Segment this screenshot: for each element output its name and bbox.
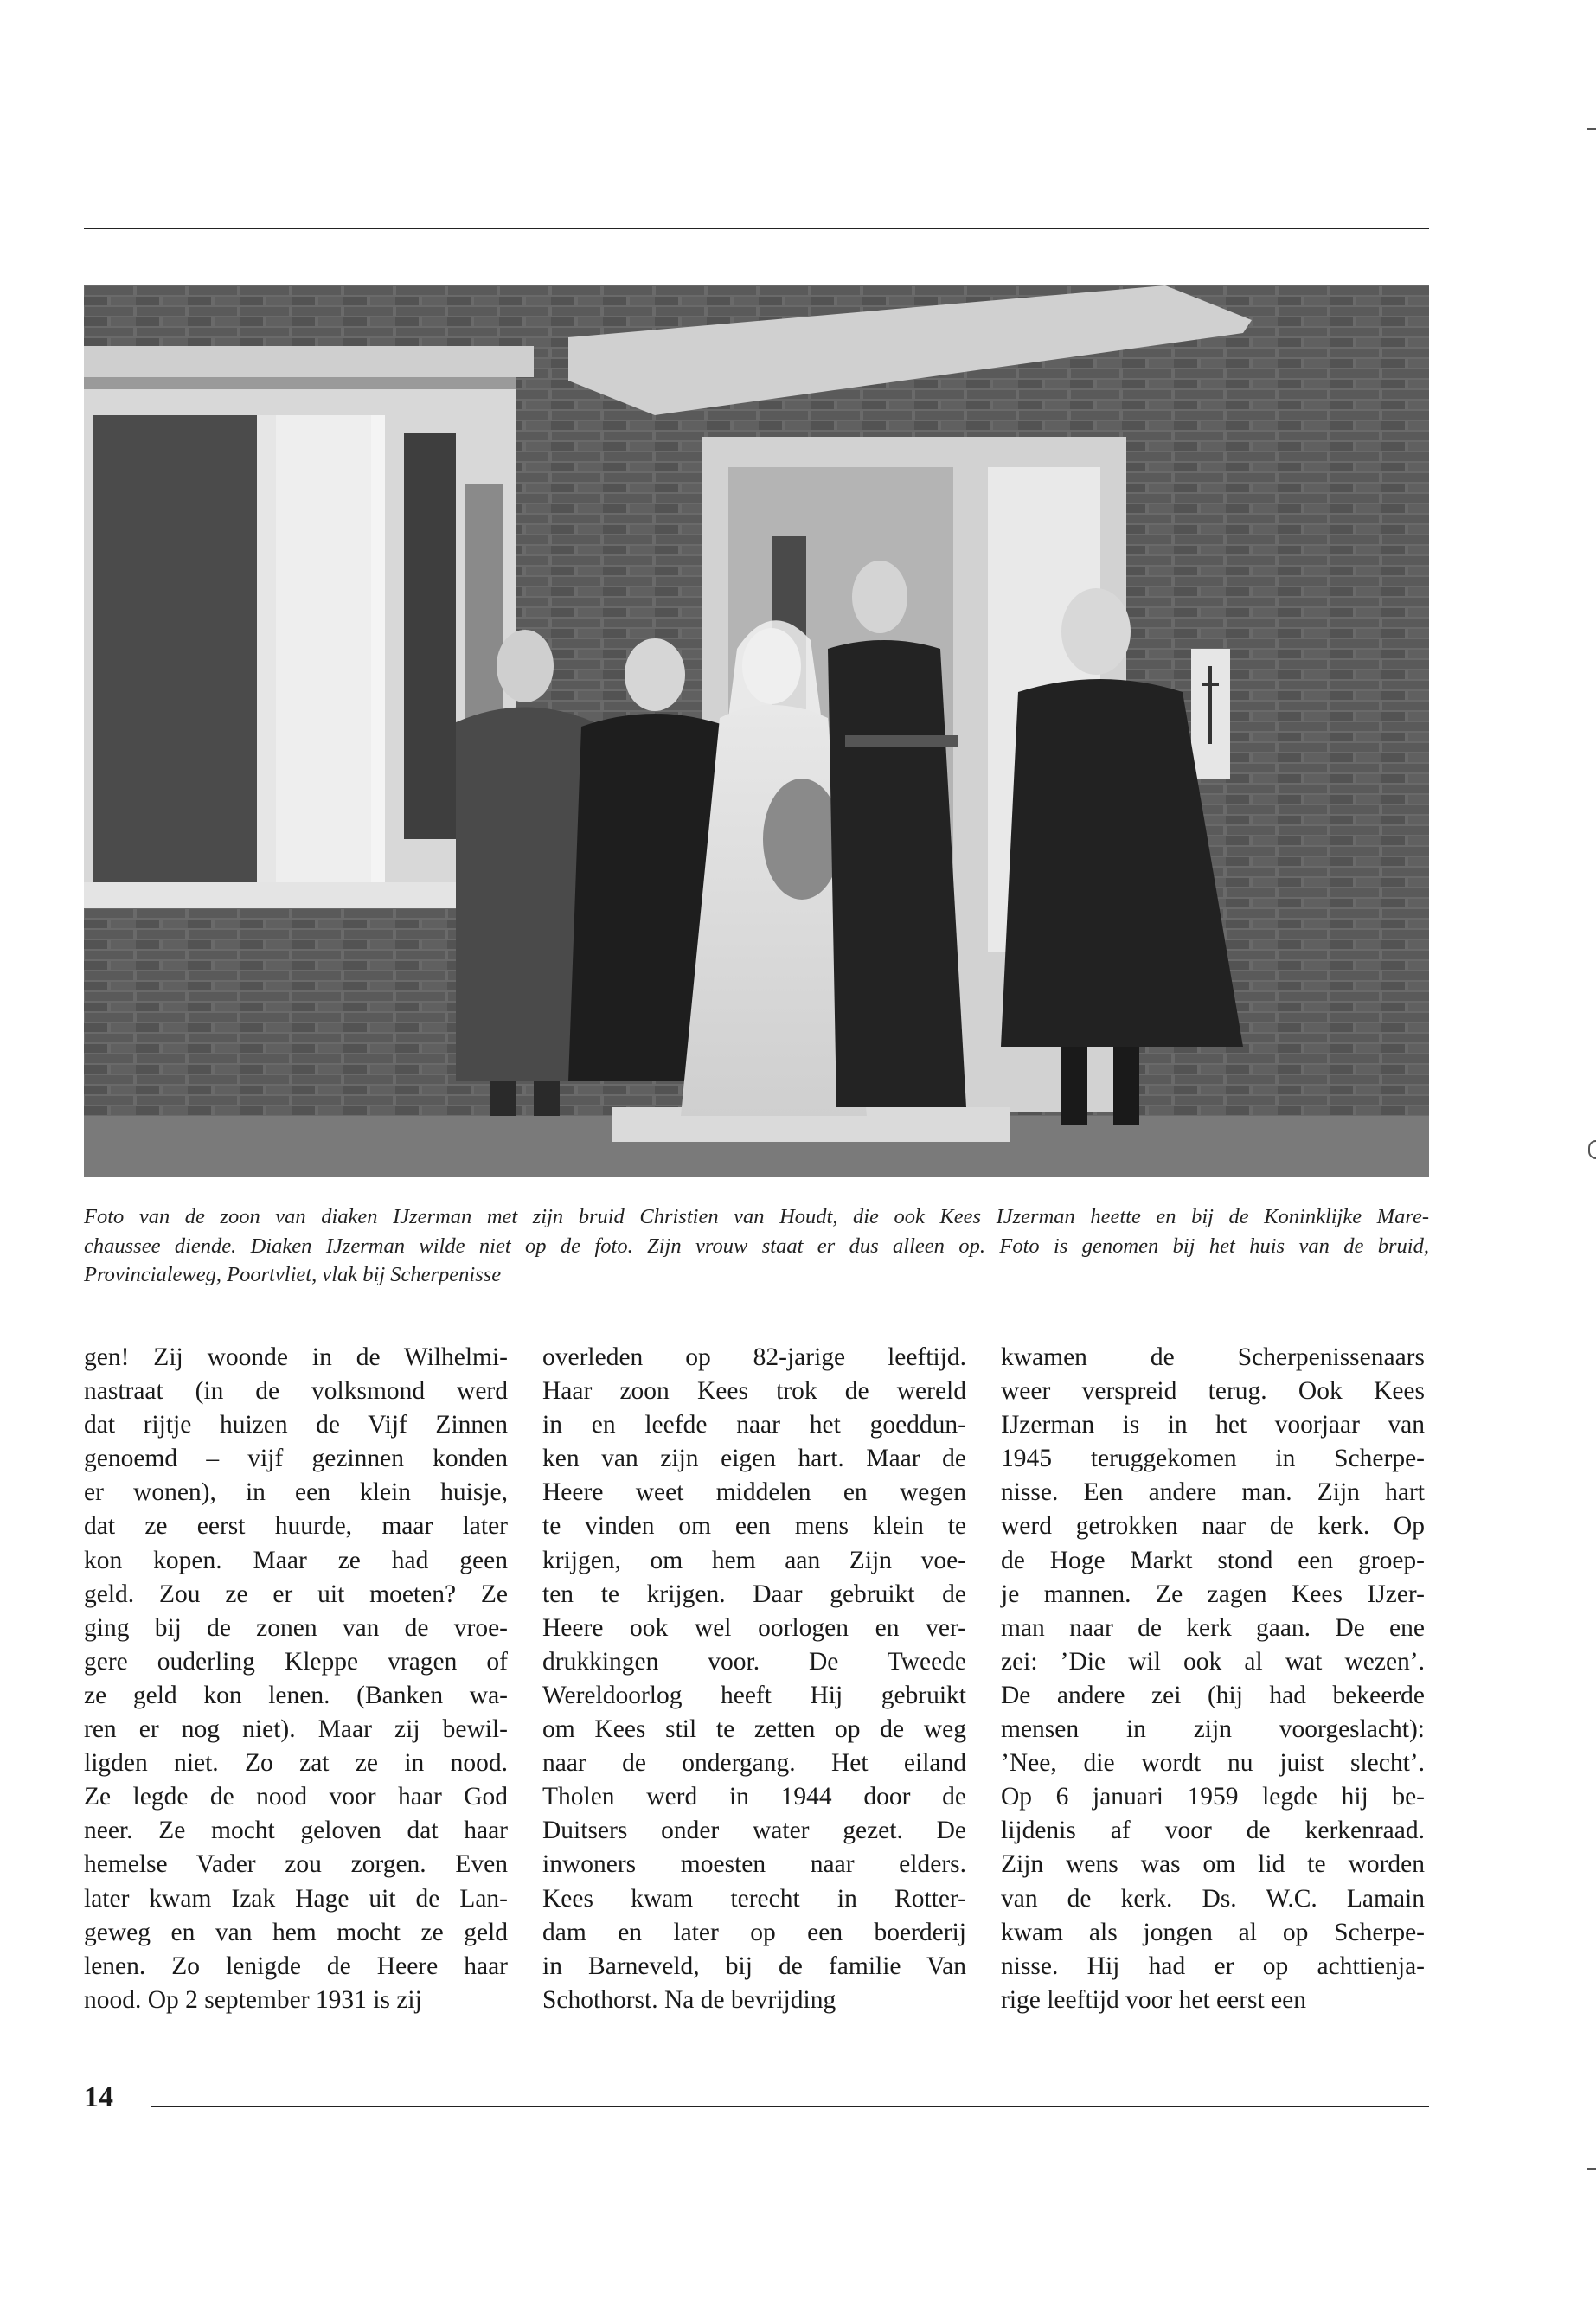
text-line: lijdenis af voor de kerkenraad. xyxy=(1001,1817,1425,1845)
text-line: Heere ook wel oorlogen en ver- xyxy=(542,1613,966,1642)
text-line: Schothorst. Na de bevrijding xyxy=(542,1985,836,2014)
caption-line: chaussee diende. Diaken IJzerman wilde niet op de foto. Zijn vrouw staat er dus alleen op. Foto is genomen bij het huis van de bruid, xyxy=(84,1234,1429,1258)
text-line: in en leefde naar het goeddun- xyxy=(542,1411,966,1439)
text-line: IJzerman is in het voorjaar van xyxy=(1001,1411,1425,1439)
text-line: kon kopen. Maar ze had geen xyxy=(84,1546,508,1574)
text-line: dam en later op een boerderij xyxy=(542,1918,966,1946)
text-line: werd getrokken naar de kerk. Op xyxy=(1001,1512,1425,1541)
text-line: ken van zijn eigen hart. Maar de xyxy=(542,1445,966,1473)
text-line: Haar zoon Kees trok de wereld xyxy=(542,1377,966,1406)
window-canopy xyxy=(84,346,534,377)
text-line: gere ouderling Kleppe vragen of xyxy=(84,1647,508,1676)
text-line: 1945 teruggekomen in Scherpe- xyxy=(1001,1445,1425,1473)
text-line: Op 6 januari 1959 legde hij be- xyxy=(1001,1783,1425,1811)
text-line: dat rijtje huizen de Vijf Zinnen xyxy=(84,1411,508,1439)
text-line: er wonen), in een klein huisje, xyxy=(84,1478,508,1507)
text-line: van de kerk. Ds. W.C. Lamain xyxy=(1001,1884,1425,1913)
text-line: Duitsers onder water gezet. De xyxy=(542,1817,966,1845)
bottom-rule xyxy=(151,2106,1429,2107)
text-line: je mannen. Ze zagen Kees IJzer- xyxy=(1001,1580,1425,1608)
text-line: drukkingen voor. De Tweede xyxy=(542,1647,966,1676)
text-line: man naar de kerk gaan. De ene xyxy=(1001,1613,1425,1642)
text-line: ’Nee, die wordt nu juist slecht’. xyxy=(1001,1749,1425,1778)
text-line: Ze legde de nood voor haar God xyxy=(84,1783,508,1811)
text-line: naar de ondergang. Het eiland xyxy=(542,1749,966,1778)
crop-mark-top xyxy=(1587,128,1596,130)
text-column-2 xyxy=(542,1341,966,2017)
text-line: mensen in zijn voorgeslacht): xyxy=(1001,1715,1425,1744)
text-line: hemelse Vader zou zorgen. Even xyxy=(84,1850,508,1879)
caption-line: Foto van de zoon van diaken IJzerman met zijn bruid Christien van Houdt, die ook Kees IJzerman heette en bij de Koninklijke Mare- xyxy=(84,1205,1429,1228)
top-rule xyxy=(84,228,1429,229)
text-line: ten te krijgen. Daar gebruikt de xyxy=(542,1580,966,1608)
text-line: ze geld kon lenen. (Banken wa- xyxy=(84,1681,508,1709)
text-line: zei: ’Die wil ook al wat wezen’. xyxy=(1001,1647,1425,1676)
text-line: neer. Ze mocht geloven dat haar xyxy=(84,1817,508,1845)
text-line: nastraat (in de volksmond werd xyxy=(84,1377,508,1406)
text-line: dat ze eerst huurde, maar later xyxy=(84,1512,508,1541)
text-line: genoemd – vijf gezinnen konden xyxy=(84,1445,508,1473)
text-line: ren er nog niet). Maar zij bewil- xyxy=(84,1715,508,1744)
text-line: rige leeftijd voor het eerst een xyxy=(1001,1985,1307,2014)
text-line: overleden op 82-jarige leeftijd. xyxy=(542,1343,966,1371)
caption-line: Provincialeweg, Poortvliet, vlak bij Scherpenisse xyxy=(84,1263,502,1286)
window-sill xyxy=(84,882,516,908)
text-line: nood. Op 2 september 1931 is zij xyxy=(84,1985,422,2014)
text-line: Zijn wens was om lid te worden xyxy=(1001,1850,1425,1879)
text-line: Wereldoorlog heeft Hij gebruikt xyxy=(542,1681,966,1709)
text-line: de Hoge Markt stond een groep- xyxy=(1001,1546,1425,1574)
text-column-1 xyxy=(84,1341,508,2017)
text-line: later kwam Izak Hage uit de Lan- xyxy=(84,1884,508,1913)
text-line: krijgen, om hem aan Zijn voe- xyxy=(542,1546,966,1574)
text-line: om Kees stil te zetten op de weg xyxy=(542,1715,966,1744)
text-line: lenen. Zo lenigde de Heere haar xyxy=(84,1952,508,1980)
wedding-photograph xyxy=(84,285,1429,1177)
text-line: kwamen de Scherpenissenaars xyxy=(1001,1343,1425,1371)
text-line: Kees kwam terecht in Rotter- xyxy=(542,1884,966,1913)
text-line: gen! Zij woonde in de Wilhelmi- xyxy=(84,1343,508,1371)
text-line: in Barneveld, bij de familie Van xyxy=(542,1952,966,1980)
text-line: geweg en van hem mocht ze geld xyxy=(84,1918,508,1946)
text-column-3 xyxy=(1001,1341,1425,2017)
text-line: nisse. Een andere man. Zijn hart xyxy=(1001,1478,1425,1507)
photo-caption xyxy=(84,1202,1429,1290)
text-line: nisse. Hij had er op achttienja- xyxy=(1001,1952,1425,1980)
registration-mark xyxy=(1588,1140,1596,1159)
text-line: inwoners moesten naar elders. xyxy=(542,1850,966,1879)
text-line: Heere weet middelen en wegen xyxy=(542,1478,966,1507)
text-line: kwam als jongen al op Scherpe- xyxy=(1001,1918,1425,1946)
text-line: Tholen werd in 1944 door de xyxy=(542,1783,966,1811)
page-number: 14 xyxy=(84,2081,113,2113)
text-line: weer verspreid terug. Ook Kees xyxy=(1001,1377,1425,1406)
text-line: geld. Zou ze er uit moeten? Ze xyxy=(84,1580,508,1608)
text-line: ligden niet. Zo zat ze in nood. xyxy=(84,1749,508,1778)
text-line: te vinden om een mens klein te xyxy=(542,1512,966,1541)
text-line: De andere zei (hij had bekeerde xyxy=(1001,1681,1425,1709)
text-line: ging bij de zonen van de vroe- xyxy=(84,1613,508,1642)
crop-mark-bottom xyxy=(1587,2168,1596,2170)
